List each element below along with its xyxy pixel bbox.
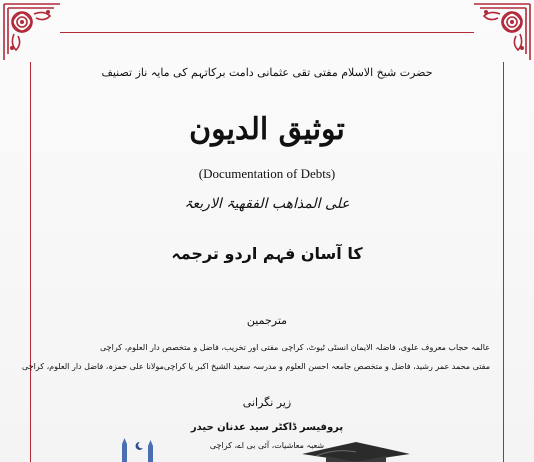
translators-list: [21, 338, 490, 376]
translation-line: کا آسان فہم اردو ترجمہ: [171, 244, 363, 263]
minaret-icon: [118, 436, 162, 462]
supervisor-name: پروفیسر ڈاکٹر سید عدنان حیدر: [190, 422, 344, 433]
floral-corner-icon: [0, 0, 64, 64]
translator-name: مفتی اور تخریب، فاضل و متخصص دار العلوم، کراچی: [100, 343, 279, 352]
floral-corner-icon: [470, 0, 534, 64]
book-title: توثیق الدیون: [189, 112, 345, 147]
translator-name: مفتی محمد عمر رشید، فاضل و متخصص جامعہ احسن العلوم و مدرسہ سعید الشیخ اکبر یا کراچی: [163, 362, 490, 371]
translator-row: [100, 338, 490, 357]
translator-row: [21, 357, 490, 376]
frame-top-border: [60, 32, 474, 33]
english-title: (Documentation of Debts): [198, 166, 336, 181]
author-line: حضرت شیخ الاسلام مفتی تقی عثمانی دامت برکاتہم کی مایہ ناز تصنیف: [101, 66, 433, 79]
supervision-heading: زیر نگرانی: [242, 396, 292, 409]
supervisor-department: شعبہ معاشیات، آئی بی اے، کراچی: [209, 441, 325, 450]
madhahib-line: علی المذاھب الفقھیۃ الاربعۃ: [184, 196, 350, 212]
translators-heading: مترجمین: [246, 314, 288, 327]
translator-name: مولانا علی حمزہ، فاضل دار العلوم، کراچی: [21, 362, 164, 371]
graduation-cap-icon: [296, 440, 416, 462]
translator-name: عالمہ حجاب معروف علوی، فاضلہ الایمان انسٹی ٹیوٹ، کراچی: [281, 343, 490, 352]
